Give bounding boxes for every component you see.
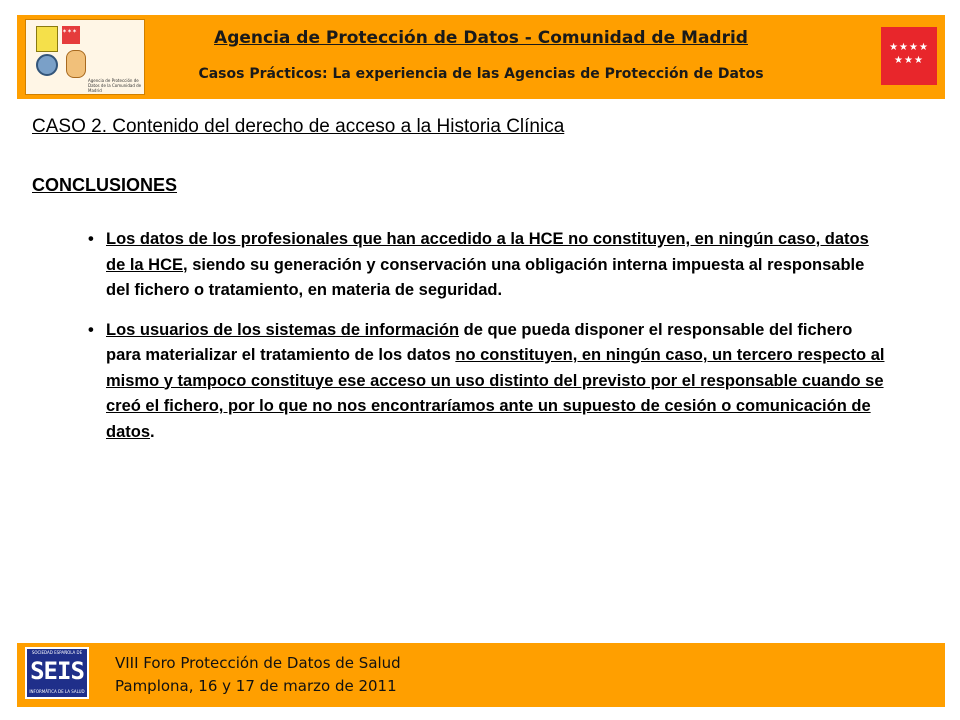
bullet-text-underlined: Los datos de los profesionales que han accedido a la HCE no constituyen, en ningún caso, datos de la HCE	[106, 230, 869, 274]
section-title: CONCLUSIONES	[32, 175, 178, 195]
stars-icon: ★★★★ ★★★	[889, 42, 929, 66]
header-title: Agencia de Protección de Datos - Comunidad de Madrid	[214, 28, 748, 48]
bullet-text: .	[150, 422, 155, 441]
list-item	[88, 227, 888, 304]
case-title: CASO 2. Contenido del derecho de acceso a la Historia Clínica	[32, 116, 565, 137]
header-banner	[17, 15, 945, 99]
bullet-text-underlined: no constituyen, en ningún caso, un tercero respecto al mismo y tampoco constituye ese acceso un uso distinto del previsto por el responsable cuando se creó el fichero, por lo que no nos encontraríamos ante un supuesto de cesión o comunicación de datos	[106, 346, 885, 441]
seis-logo-top: SOCIEDAD ESPAÑOLA DE	[31, 650, 83, 655]
bullet-text-underlined: Los usuarios de los sistemas de información	[106, 320, 460, 339]
agency-logo-text: Agencia de Protección de Datos de la Comunidad de Madrid	[88, 78, 142, 93]
seis-logo	[25, 647, 89, 699]
header-subtitle: Casos Prácticos: La experiencia de las Agencias de Protección de Datos	[198, 66, 764, 82]
comunidad-madrid-flag-logo	[881, 27, 937, 85]
event-date-location: Pamplona, 16 y 17 de marzo de 2011	[115, 677, 397, 695]
list-item	[88, 318, 888, 446]
seis-logo-bottom: INFORMÁTICA DE LA SALUD	[29, 689, 85, 694]
bullet-icon: •	[88, 230, 94, 248]
bullet-text: de que pueda disponer el responsable del fichero para materializar el tratamiento de los datos	[106, 320, 853, 364]
event-name: VIII Foro Protección de Datos de Salud	[115, 654, 401, 672]
seis-logo-mark: SEIS	[30, 657, 84, 685]
bullet-text: , siendo su generación y conservación una obligación interna impuesta al responsable del fichero o tratamiento, en materia de seguridad.	[106, 255, 865, 299]
conclusions-list	[88, 227, 888, 459]
bullet-icon: •	[88, 320, 94, 339]
footer-banner	[17, 643, 945, 707]
